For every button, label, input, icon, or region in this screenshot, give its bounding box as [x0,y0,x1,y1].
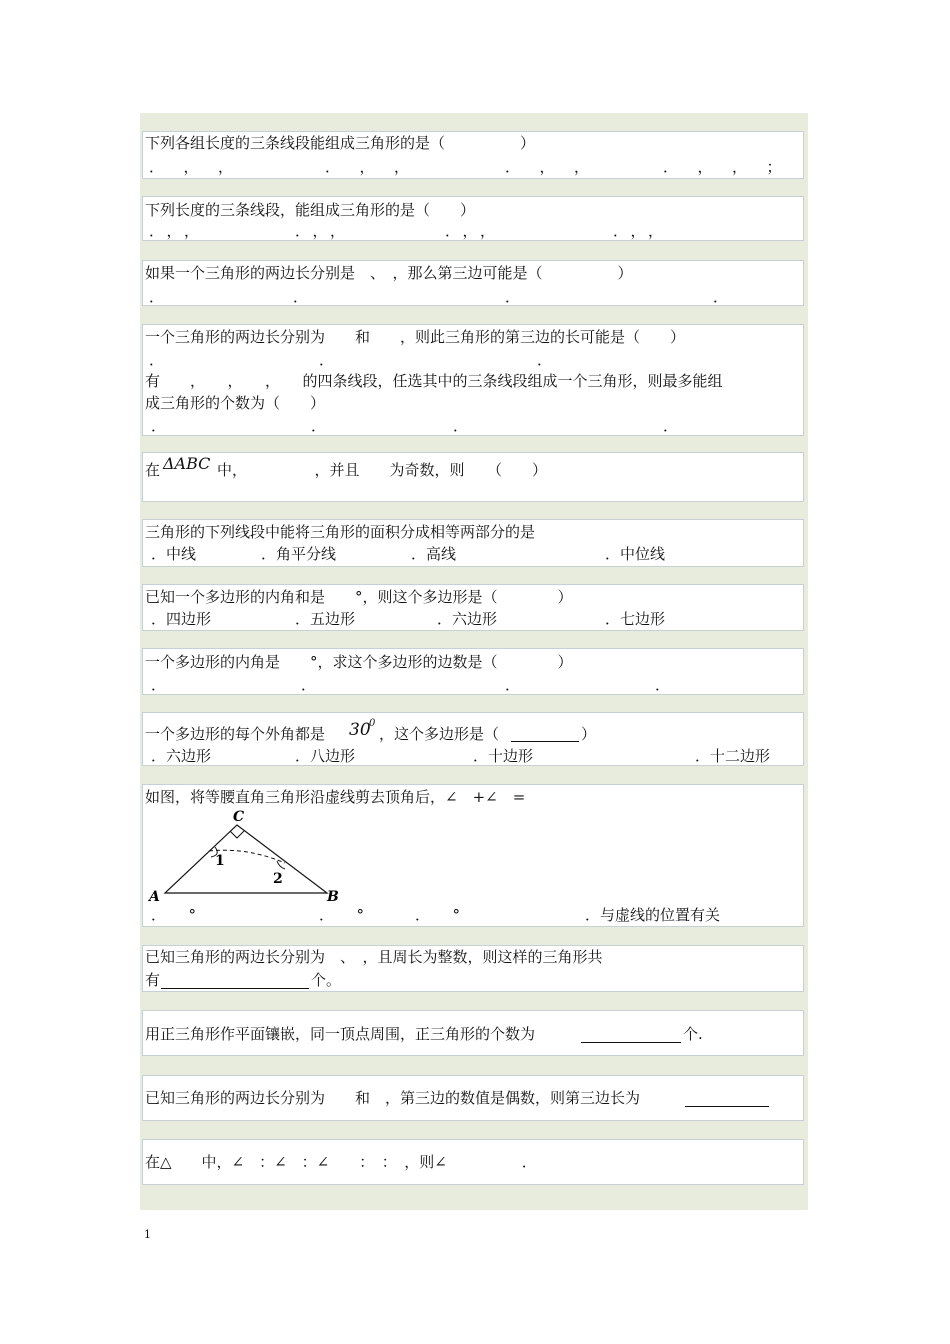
option-c: ． ° [415,906,461,924]
question-stem: 已知三角形的两边长分别为 和 ，第三边的数值是偶数，则第三边长为 [145,1089,641,1107]
question-card-6 [142,452,804,502]
option-a: ． [151,676,167,694]
option-a: ．，， [149,222,210,240]
question-stem-line1: 有 ， ， ， 的四条线段，任选其中的三条线段组成一个三角形，则最多能组 [145,372,723,390]
question-stem: 三角形的下列线段中能将三角形的面积分成相等两部分的是 [145,523,536,541]
question-card-15 [142,1139,804,1185]
question-card-3 [142,260,804,306]
angle-2-label: 2 [273,871,283,887]
worksheet [140,113,808,1210]
option-c: ．，， [445,222,506,240]
question-stem: 一个多边形的内角是 °，求这个多边形的边数是（ ） [145,653,573,671]
question-stem: 已知一个多边形的内角和是 °，则这个多边形是（ ） [145,588,573,606]
option-a: ． [149,351,165,369]
option-c: ． [505,676,521,694]
option-b: ． [311,417,327,435]
question-card-11 [142,784,804,927]
option-a: ．六边形 [151,747,212,765]
angle-1-label: 1 [215,853,225,869]
question-stem: 下列长度的三条线段，能组成三角形的是（ ） [145,201,476,219]
degree-sup: 0 [369,718,376,729]
vertex-c-label: C [233,809,245,825]
question-card-12 [142,945,804,992]
option-b: ．角平分线 [261,545,337,563]
option-a: ． [151,417,167,435]
option-a: ． [149,288,165,306]
question-card-13 [142,1010,804,1056]
question-stem: 如图，将等腰直角三角形沿虚线剪去顶角后，∠ +∠ = [145,788,526,806]
question-stem-line2: 有 [145,971,161,989]
option-d: ．中位线 [605,545,666,563]
option-c: ． [505,288,521,306]
option-b: ． ° [319,906,365,924]
question-stem-line2-end: 个。 [311,971,342,989]
question-card-2 [142,196,804,241]
option-b: ．五边形 [295,610,356,628]
option-a: ． ， ， [149,158,240,176]
question-stem: 如果一个三角形的两边长分别是 、 ，那么第三边可能是（ ） [145,264,633,282]
option-a: ．中线 [151,545,197,563]
question-stem: 下列各组长度的三条线段能组成三角形的是（ ） [145,134,536,152]
option-b: ．八边形 [295,747,356,765]
question-stem: 中， ，并且 为奇数，则 （ ） [217,461,548,479]
option-c: ．高线 [411,545,457,563]
option-c: ． [537,351,553,369]
option-a: ． ° [151,906,197,924]
option-c: ． ， ， [505,158,596,176]
question-stem: 一个多边形的每个外角都是 [145,725,326,743]
option-b: ． ， ， [325,158,416,176]
question-card-9 [142,648,804,695]
triangle-outline [165,825,327,893]
option-d: ．，， [613,222,674,240]
option-a: ．四边形 [151,610,212,628]
question-stem-end: 个. [683,1025,703,1043]
question-stem-line1: 已知三角形的两边长分别为 、 ，且周长为整数，则这样的三角形共 [145,948,603,966]
option-d: ． [655,676,671,694]
option-b: ． [293,288,309,306]
question-card-14 [142,1075,804,1121]
option-b: ． [319,351,335,369]
answer-blank[interactable] [161,971,309,989]
question-card-7 [142,519,804,567]
question-stem-line2: 成三角形的个数为（ ） [145,394,326,412]
answer-blank[interactable] [511,725,579,742]
option-d: ．十二边形 [695,747,771,765]
option-d: ． ， ， ； [663,158,788,176]
triangle-figure [147,805,347,905]
vertex-b-label: B [327,889,339,905]
right-angle-mark [230,831,244,838]
triangle-symbol: ΔABC [163,454,211,473]
degree-value: 30 [349,720,371,740]
question-card-1 [142,131,804,179]
page-number: 1 [144,1228,151,1241]
question-card-10 [142,712,804,766]
option-d: ． [663,417,679,435]
option-c: ． [453,417,469,435]
answer-blank[interactable] [581,1025,681,1043]
question-stem: 在△ 中，∠ ：∠ ：∠ ： ： ，则∠ ． [145,1153,537,1171]
question-stem: 用正三角形作平面镶嵌，同一顶点周围，正三角形的个数为 [145,1025,536,1043]
option-c: ．十边形 [473,747,534,765]
vertex-a-label: A [149,889,160,905]
option-c: ．六边形 [437,610,498,628]
option-b: ． [301,676,317,694]
option-d: ． [713,288,729,306]
question-stem: 一个三角形的两边长分别为 和 ，则此三角形的第三边的长可能是（ ） [145,328,686,346]
option-d: ．与虚线的位置有关 [585,906,721,924]
option-d: ．七边形 [605,610,666,628]
question-stem: ，这个多边形是（ [379,725,500,743]
question-prefix: 在 [145,461,161,479]
question-card-8 [142,584,804,631]
question-card-4-5 [142,324,804,436]
angle-2-arc [277,861,285,869]
answer-blank[interactable] [685,1089,769,1107]
option-b: ．，， [295,222,356,240]
question-stem: ） [581,725,597,743]
